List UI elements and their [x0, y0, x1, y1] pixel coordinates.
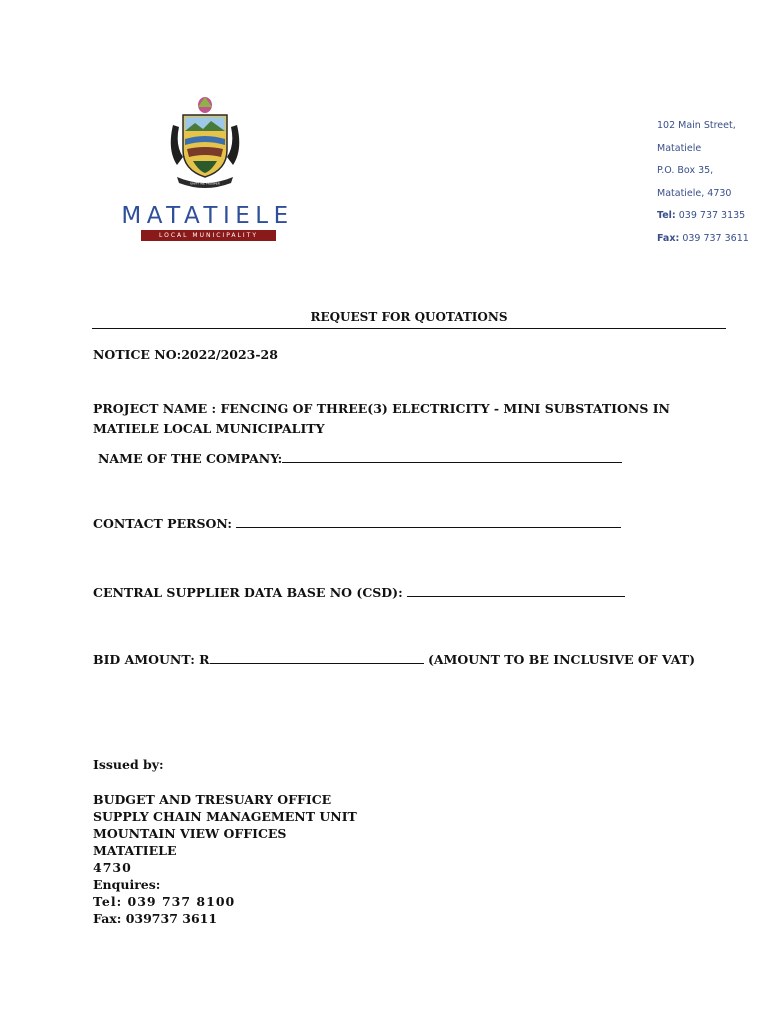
bid-blank[interactable]	[210, 652, 424, 664]
company-label: NAME OF THE COMPANY:	[98, 451, 283, 466]
issued-by-label: Issued by:	[93, 757, 164, 772]
logo-wordmark: MATATIELE	[121, 203, 294, 229]
csd-field	[93, 585, 625, 600]
address-block	[657, 120, 767, 255]
company-blank[interactable]	[282, 451, 622, 463]
csd-blank[interactable]	[407, 585, 625, 597]
municipality-logo	[105, 95, 310, 245]
address-fax	[657, 233, 767, 256]
issued-unit: SUPPLY CHAIN MANAGEMENT UNIT	[93, 809, 357, 824]
title-row	[92, 310, 726, 329]
bid-note: (AMOUNT TO BE INCLUSIVE OF VAT)	[427, 652, 695, 667]
contact-blank[interactable]	[236, 516, 621, 528]
address-tel	[657, 210, 767, 233]
address-town: Matatiele	[657, 142, 702, 154]
tel-value: 039 737 3135	[678, 210, 746, 221]
address-town-code: Matatiele, 4730	[657, 187, 732, 199]
issued-code: 4730	[93, 860, 132, 875]
project-name: PROJECT NAME : FENCING OF THREE(3) ELECTRICITY - MINI SUBSTATIONS IN MATIELE LOCAL MUNICIPALITY	[93, 401, 670, 436]
issued-enquires: Enquires:	[93, 877, 161, 892]
bid-label: BID AMOUNT: R	[93, 652, 210, 667]
document-title: REQUEST FOR QUOTATIONS	[310, 310, 508, 324]
notice-number: NOTICE NO:2022/2023-28	[93, 347, 278, 362]
contact-label: CONTACT PERSON:	[93, 516, 233, 531]
issued-tel: Tel: 039 737 8100	[93, 894, 236, 909]
issued-fax: Fax: 039737 3611	[93, 911, 218, 926]
tel-label: Tel:	[657, 210, 676, 221]
logo-sub-banner: LOCAL MUNICIPALITY	[141, 230, 276, 241]
company-field	[98, 451, 622, 466]
fax-value: 039 737 3611	[682, 232, 749, 244]
logo-motto: UNITY WE PROSPER	[190, 181, 220, 186]
address-street: 102 Main Street,	[657, 120, 736, 131]
issued-town: MATATIELE	[93, 843, 177, 858]
contact-field	[93, 516, 621, 531]
issued-by-block	[93, 791, 357, 927]
csd-label: CENTRAL SUPPLIER DATA BASE NO (CSD):	[93, 585, 403, 600]
fax-label: Fax:	[657, 232, 680, 244]
bid-field	[93, 652, 695, 667]
coat-of-arms-icon	[165, 95, 245, 190]
issued-office: BUDGET AND TRESUARY OFFICE	[93, 792, 332, 807]
issued-building: MOUNTAIN VIEW OFFICES	[93, 826, 287, 841]
address-po-box: P.O. Box 35,	[657, 165, 714, 176]
